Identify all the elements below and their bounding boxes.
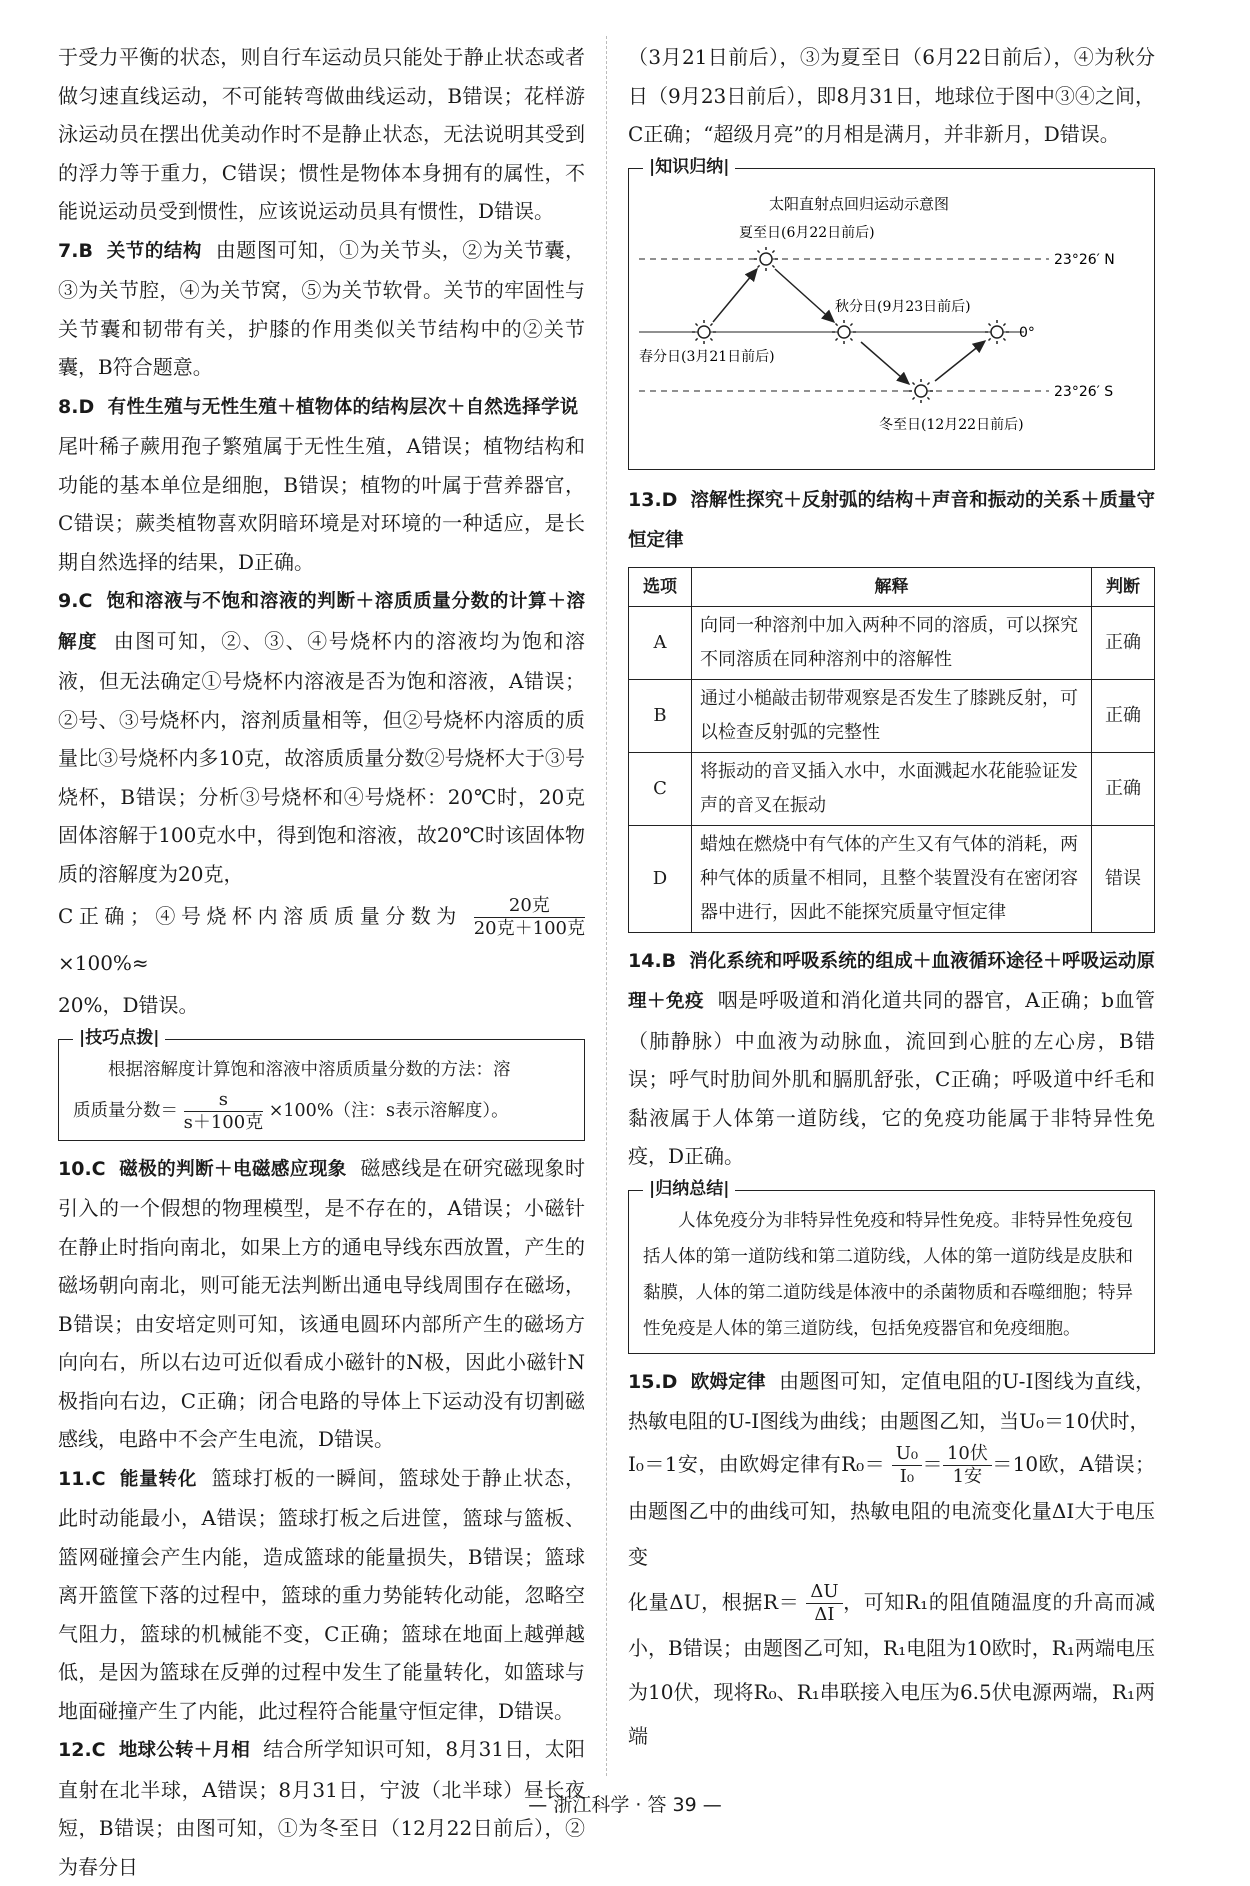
answer-number: 9.C bbox=[58, 590, 93, 612]
label-spring-equinox: 春分日(3月21日前后) bbox=[639, 348, 775, 365]
answer-7 bbox=[58, 231, 585, 387]
answer-10 bbox=[58, 1149, 585, 1459]
table-cell-option: D bbox=[629, 825, 692, 932]
fraction bbox=[184, 1089, 264, 1134]
table-row bbox=[629, 752, 1155, 825]
label-tropic-cancer: 23°26′ N bbox=[1054, 251, 1115, 268]
answer-text: 化量ΔU，根据R＝ bbox=[628, 1589, 800, 1614]
table-cell-judgement: 错误 bbox=[1092, 825, 1155, 932]
fraction-denominator: s＋100克 bbox=[183, 1111, 264, 1133]
answer-text: ，可知R₁的阻值随温度的升高而减小，B错误；由题图乙可知，R₁电阻为10欧时，R₁两端电压为10伏，现将R₀、R₁串联接入电压为6.5伏电源两端，R₁两端 bbox=[628, 1589, 1156, 1748]
answer-14 bbox=[628, 941, 1155, 1176]
summary-box-title: | 归纳总结 | bbox=[643, 1177, 735, 1201]
answer-text: 由题图可知，定值电阻的U-I图线为直线，热敏电阻的U-I图线为曲线；由题图乙知，当U₀＝10伏时， bbox=[628, 1368, 1156, 1433]
fraction-numerator: s bbox=[184, 1089, 264, 1112]
table-cell-judgement: 正确 bbox=[1092, 679, 1155, 752]
answer-15-formula bbox=[628, 1580, 1155, 1758]
right-column bbox=[628, 38, 1155, 1758]
knowledge-box-title: | 知识归纳 | bbox=[643, 155, 735, 179]
table-header: 判断 bbox=[1092, 567, 1155, 606]
answer-text: ＝ bbox=[922, 1451, 943, 1476]
explanation-table bbox=[628, 567, 1155, 933]
answer-number: 13.D bbox=[628, 488, 678, 511]
table-cell-option: C bbox=[629, 752, 692, 825]
tip-text: 质质量分数＝ bbox=[73, 1100, 178, 1121]
answer-text: 咽是呼吸道和消化道共同的器官，A正确；b血管（肺静脉）中血液为动脉血，流回到心脏的左心房，B错误；呼气时肋间外肌和膈肌舒张，C正确；呼吸道中纤毛和黏液属于人体第一道防线，它的免疫功能属于非特异性免疫，D正确。 bbox=[628, 988, 1155, 1168]
answer-number: 8.D bbox=[58, 395, 95, 418]
answer-topic: 溶解性探究＋反射弧的结构＋声音和振动的关系＋质量守恒定律 bbox=[628, 489, 1155, 551]
left-column bbox=[58, 38, 585, 1886]
table-cell-explanation: 通过小槌敲击韧带观察是否发生了膝跳反射，可以检查反射弧的完整性 bbox=[692, 679, 1092, 752]
summary-box bbox=[628, 1178, 1155, 1354]
answer-topic: 地球公转＋月相 bbox=[118, 1740, 250, 1761]
label-equator: 0° bbox=[1019, 324, 1035, 341]
tip-box-title: | 技巧点拨 | bbox=[73, 1026, 165, 1050]
fraction-numerator: 10伏 bbox=[943, 1443, 992, 1466]
answer-text: 尾叶稀子蕨用孢子繁殖属于无性生殖，A错误；植物结构和功能的基本单位是细胞，B错误；植物的叶属于营养器官，C错误；蕨类植物喜欢阴暗环境是对环境的一种适应，是长期自然选择的结果，D正确。 bbox=[58, 434, 585, 574]
table-cell-explanation: 将振动的音叉插入水中，水面溅起水花能验证发声的音叉在振动 bbox=[692, 752, 1092, 825]
label-autumn-equinox: 秋分日(9月23日前后) bbox=[835, 298, 971, 315]
tip-text: ×100%（注：s表示溶解度）。 bbox=[268, 1100, 509, 1121]
answer-text: 磁感线是在研究磁现象时引入的一个假想的物理模型，是不存在的，A错误；小磁针在静止时指向南北，如果上方的通电导线东西放置，产生的磁场朝向南北，则可能无法判断出通电导线周围存在磁场，B错误；由安培定则可知，该通电圆环内部所产生的磁场方向向右，所以右边可近似看成小磁针的N极，因此小磁针N极指向右边，C正确；闭合电路的导体上下运动没有切割磁感线，电路中不会产生电流，D错误。 bbox=[58, 1155, 585, 1451]
fraction-numerator: U₀ bbox=[892, 1443, 922, 1466]
label-winter-solstice: 冬至日(12月22日前后) bbox=[879, 416, 1024, 433]
answer-topic: 消化系统和呼吸系统的组成＋血液循环途径＋呼吸运动原理＋免疫 bbox=[628, 950, 1155, 1012]
table-cell-explanation: 向同一种溶剂中加入两种不同的溶质，可以探究不同溶质在同种溶剂中的溶解性 bbox=[692, 606, 1092, 679]
arrow-autumn-winter bbox=[861, 342, 909, 384]
fraction-numerator: ΔU bbox=[806, 1581, 842, 1604]
answer-topic: 有性生殖与无性生殖＋植物体的结构层次＋自然选择学说 bbox=[107, 396, 579, 418]
tip-box-body bbox=[73, 1040, 572, 1134]
table-cell-judgement: 正确 bbox=[1092, 606, 1155, 679]
answer-number: 12.C bbox=[58, 1739, 106, 1761]
answer-9 bbox=[58, 581, 585, 893]
table-row bbox=[629, 825, 1155, 932]
answer-text: I₀＝1安，由欧姆定律有R₀＝ bbox=[628, 1451, 885, 1476]
answer-number: 10.C bbox=[58, 1157, 106, 1180]
arrow-summer-autumn bbox=[775, 269, 834, 322]
answer-topic: 欧姆定律 bbox=[690, 1371, 766, 1393]
answer-topic: 饱和溶液与不饱和溶液的判断＋溶质质量分数的计算＋溶解度 bbox=[58, 591, 585, 653]
table-row bbox=[629, 606, 1155, 679]
table-cell-option: B bbox=[629, 679, 692, 752]
paragraph-continued: 于受力平衡的状态，则自行车运动员只能处于静止状态或者做匀速直线运动，不可能转弯做曲线运动，B错误；花样游泳运动员在摆出优美动作时不是静止状态，无法说明其受到的浮力等于重力，C错误；惯性是物体本身拥有的属性，不能说运动员受到惯性，应该说运动员具有惯性，D错误。 bbox=[58, 45, 585, 223]
knowledge-box bbox=[628, 156, 1155, 470]
paragraph-continued: （3月21日前后），③为夏至日（6月22日前后），④为秋分日（9月23日前后），即8月31日，地球位于图中③④之间，C正确；“超级月亮”的月相是满月，并非新月，D错误。 bbox=[628, 45, 1155, 146]
table-cell-option: A bbox=[629, 606, 692, 679]
answer-13 bbox=[628, 480, 1155, 561]
answer-text: 由题图可知，①为关节头，②为关节囊，③为关节腔，④为关节窝，⑤为关节软骨。关节的牢固性与关节囊和韧带有关，护膝的作用类似关节结构中的②关节囊，B符合题意。 bbox=[58, 237, 586, 379]
table-header-row bbox=[629, 567, 1155, 606]
answer-text: 由图可知，②、③、④号烧杯内的溶液均为饱和溶液，但无法确定①号烧杯内溶液是否为饱和溶液，A错误；②号、③号烧杯内，溶剂质量相等，但②号烧杯内溶质的质量比③号烧杯内多10克，故溶质质量分数②号烧杯大于③号烧杯，B错误；分析③号烧杯和④号烧杯：20℃时，20克固体溶解于100克水中，得到饱和溶液，故20℃时该固体物质的溶解度为20克， bbox=[58, 628, 585, 886]
fraction-numerator: 20克 bbox=[474, 895, 585, 918]
answer-number: 15.D bbox=[628, 1370, 678, 1393]
answer-11 bbox=[58, 1459, 585, 1731]
page-footer: — 浙江科学 · 答 39 — bbox=[528, 1794, 722, 1816]
fraction bbox=[474, 895, 585, 940]
fraction-denominator: 1安 bbox=[952, 1465, 983, 1487]
column-divider bbox=[606, 36, 607, 1776]
fraction bbox=[892, 1443, 922, 1488]
answer-15 bbox=[628, 1362, 1155, 1441]
answer-topic: 关节的结构 bbox=[106, 240, 202, 262]
tip-formula bbox=[73, 1088, 572, 1134]
label-summer-solstice: 夏至日(6月22日前后) bbox=[739, 224, 875, 241]
answer-text: ×100%≈ bbox=[58, 951, 149, 975]
answer-8 bbox=[58, 387, 585, 582]
fraction-denominator: 20克＋100克 bbox=[473, 918, 585, 939]
answer-topic: 能量转化 bbox=[119, 1468, 198, 1490]
tip-text: 根据溶解度计算饱和溶液中溶质质量分数的方法：溶 bbox=[108, 1059, 511, 1080]
solar-motion-diagram bbox=[629, 169, 1153, 467]
table-header: 选项 bbox=[629, 567, 692, 606]
table-cell-judgement: 正确 bbox=[1092, 752, 1155, 825]
fraction bbox=[806, 1581, 842, 1626]
answer-text: 结合所学知识可知，8月31日，太阳直射在北半球，A错误；8月31日，宁波（北半球）昼长夜短，B错误；由图可知，①为冬至日（12月22日前后），②为春分日 bbox=[58, 1737, 585, 1879]
answer-number: 14.B bbox=[628, 949, 677, 972]
arrow-spring-summer bbox=[713, 269, 757, 322]
table-cell-explanation: 蜡烛在燃烧中有气体的产生又有气体的消耗，两种气体的质量不相同，且整个装置没有在密闭容器中进行，因此不能探究质量守恒定律 bbox=[692, 825, 1092, 932]
answer-text: C正确；④号烧杯内溶质质量分数为 bbox=[58, 904, 462, 928]
table-row bbox=[629, 679, 1155, 752]
answer-text: ＝10欧，A错误；由题图乙中的曲线可知，热敏电阻的电流变化量ΔI大于电压变 bbox=[628, 1451, 1155, 1569]
answer-number: 11.C bbox=[58, 1467, 106, 1490]
fraction-denominator: ΔI bbox=[814, 1603, 835, 1625]
fraction bbox=[943, 1443, 992, 1488]
answer-topic: 磁极的判断＋电磁感应现象 bbox=[119, 1158, 347, 1180]
tip-box bbox=[58, 1027, 585, 1141]
answer-15-formula bbox=[628, 1441, 1155, 1580]
arrow-winter-spring bbox=[935, 341, 985, 381]
table-header: 解释 bbox=[692, 567, 1092, 606]
answer-9-formula bbox=[58, 893, 585, 986]
answer-text: 20%，D错误。 bbox=[58, 993, 199, 1017]
diagram-title: 太阳直射点回归运动示意图 bbox=[769, 194, 950, 213]
summary-box-body: 人体免疫分为非特异性免疫和特异性免疫。非特异性免疫包括人体的第一道防线和第二道防线，人体的第一道防线是皮肤和黏膜，人体的第二道防线是体液中的杀菌物质和吞噬细胞；特异性免疫是人体的第三道防线，包括免疫器官和免疫细胞。 bbox=[643, 1210, 1133, 1339]
answer-text: 篮球打板的一瞬间，篮球处于静止状态，此时动能最小，A错误；篮球打板之后进筐，篮球与篮板、篮网碰撞会产生内能，造成篮球的能量损失，B错误；篮球离开篮筐下落的过程中，篮球的重力势能转化动能，忽略空气阻力，篮球的机械能不变，C正确；篮球在地面上越弹越低，是因为篮球在反弹的过程中发生了能量转化，如篮球与地面碰撞产生了内能，此过程符合能量守恒定律，D错误。 bbox=[58, 1465, 585, 1723]
fraction-denominator: I₀ bbox=[899, 1465, 915, 1487]
label-tropic-capricorn: 23°26′ S bbox=[1054, 383, 1114, 400]
answer-number: 7.B bbox=[58, 239, 93, 262]
